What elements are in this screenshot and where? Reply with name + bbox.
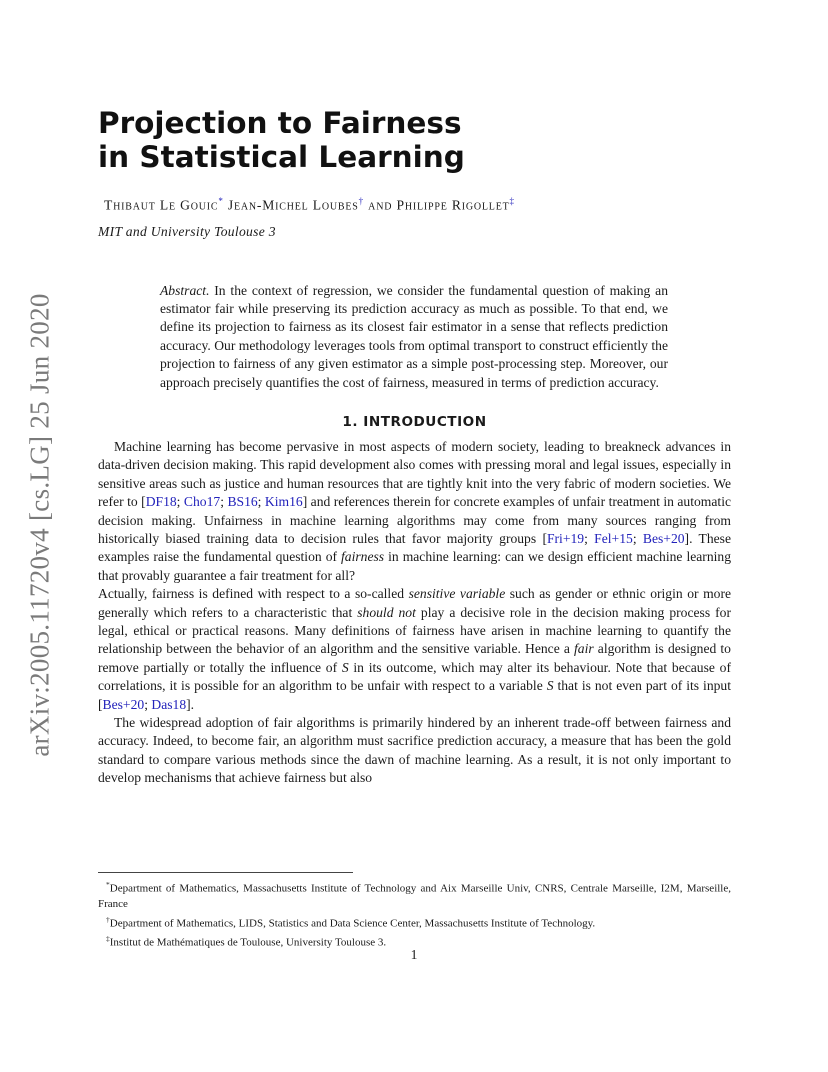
footnote-1 [98, 877, 731, 912]
paragraph-text: ]. [186, 696, 195, 712]
author-3-footnote-link[interactable]: ‡ [509, 196, 515, 206]
citation-separator: ; [220, 494, 228, 510]
math-variable: S [341, 659, 349, 675]
arxiv-sidebar [20, 290, 60, 760]
citation-link[interactable]: Fri+19 [546, 531, 585, 546]
citation-separator: ; [257, 494, 265, 510]
footnote-rule [98, 872, 353, 873]
footnote-text: Institut de Mathématiques de Toulouse, University Toulouse 3. [109, 936, 387, 949]
paper-body [98, 438, 731, 788]
footnote-text: Department of Mathematics, LIDS, Statistics and Data Science Center, Massachusetts Institute of Technology. [109, 917, 596, 930]
citation-link[interactable]: Fel+15 [594, 531, 633, 546]
abstract [160, 282, 668, 392]
paragraph-text: ] and references therein for concrete examples of unfair treatment in automatic decision making. Unfairness in machine learning algorithms may come from many sources ranging from historically biased training data to decision rules that favor majority groups [ [98, 494, 731, 546]
paper-title [98, 106, 731, 174]
footnote-mark: † [106, 914, 110, 924]
affiliation: MIT and University Toulouse 3 [98, 223, 276, 239]
title-line-1: Projection to Fairness [98, 106, 462, 140]
math-variable: S [546, 678, 554, 694]
citation-link[interactable]: Bes+20 [642, 531, 685, 546]
author-conjunction: and [368, 197, 393, 213]
citation-link[interactable]: BS16 [227, 494, 258, 510]
author-1: Thibaut Le Gouic [104, 197, 219, 213]
citation-separator: ; [632, 531, 643, 546]
emphasis: should not [357, 604, 416, 620]
author-2-footnote-link[interactable]: † [358, 196, 364, 206]
footnote-2 [98, 912, 731, 932]
citation-separator: ; [584, 531, 595, 546]
paragraph-text: ]. These examples raise the fundamental question of [98, 531, 731, 565]
paragraph-text: in its outcome, which may alter its behaviour. Note that because of correlations, it is possible for an algorithm to be unfair with respect to a variable [98, 659, 731, 694]
emphasis: fair [574, 641, 594, 657]
footnote-mark: * [106, 880, 110, 889]
author-3: Philippe Rigollet [396, 197, 510, 213]
citation-link[interactable]: Bes+20 [102, 696, 145, 712]
paragraph-text: Machine learning has become pervasive in most aspects of modern society, leading to breakneck advances in data-driven decision making. This rapid development also comes with pressing moral and legal issues, especially in sensitive areas such as justice and human resources that are tightly knit into the very fabric of modern societies. We refer to [ [98, 438, 731, 510]
paragraph-1 [98, 438, 731, 585]
title-line-2: in Statistical Learning [98, 140, 465, 174]
citation-link[interactable]: DF18 [145, 494, 177, 510]
abstract-text: In the context of regression, we consider the fundamental question of making an estimator fair while preserving its prediction accuracy as much as possible. To that end, we define its projection to fairness as its closest fair estimator in a sense that reflects prediction accuracy. Our methodology leverages tools from optimal transport to construct efficiently the projection to fairness of any given estimator as a simple post-processing step. Moreover, our approach precisely quantifies the cost of fairness, measured in terms of prediction accuracy. [160, 282, 668, 390]
paragraph-text: algorithm is designed to remove partially or totally the influence of [98, 641, 731, 675]
page-number: 1 [410, 947, 418, 962]
footnote-text: Department of Mathematics, Massachusetts Institute of Technology and Aix Marseille Univ, CNRS, Centrale Marseille, I2M, Marseille, France [98, 882, 731, 910]
paper-page [98, 106, 731, 788]
author-2: Jean-Michel Loubes [227, 197, 359, 213]
abstract-label: Abstract. [160, 282, 210, 298]
paragraph-text: such as gender or ethnic origin or more generally which refers to a characteristic that [98, 586, 732, 620]
author-1-footnote-link[interactable]: * [218, 196, 224, 206]
citation-link[interactable]: Kim16 [264, 494, 303, 510]
citation-separator: ; [144, 696, 152, 712]
paragraph-text: that is not even part of its input [ [98, 678, 731, 712]
paragraph-2 [98, 585, 731, 714]
paragraph-3: The widespread adoption of fair algorithms is primarily hindered by an inherent trade-off between fairness and accuracy. Indeed, to become fair, an algorithm must sacrifice prediction accuracy, a measure that has been the gold standard to compare various methods since the dawn of machine learning. As a result, it is not only important to develop mechanisms that achieve fairness but also [98, 715, 731, 786]
paragraph-text: play a decisive role in the decision making process for legal, ethical or practical reasons. Many definitions of fairness have arisen in machine learning to quantify the relationship between the behavior of an algorithm and the sensitive variable. Hence a [98, 604, 731, 657]
citation-link[interactable]: Das18 [151, 696, 187, 712]
footnote-mark: ‡ [106, 934, 110, 944]
emphasis: fairness [341, 549, 385, 565]
citation-separator: ; [176, 494, 184, 510]
emphasis: sensitive variable [408, 586, 506, 602]
paragraph-text: in machine learning: can we design efficient machine learning that provably guarantee a fair treatment for all? [98, 549, 731, 583]
citation-link[interactable]: Cho17 [183, 494, 221, 510]
author-list [98, 196, 731, 214]
footnotes [98, 872, 731, 951]
section-heading: 1. INTRODUCTION [342, 413, 487, 430]
arxiv-identifier: arXiv:2005.11720v4 [cs.LG] 25 Jun 2020 [24, 293, 55, 757]
paragraph-text: Actually, fairness is defined with respect to a so-called [98, 586, 409, 602]
